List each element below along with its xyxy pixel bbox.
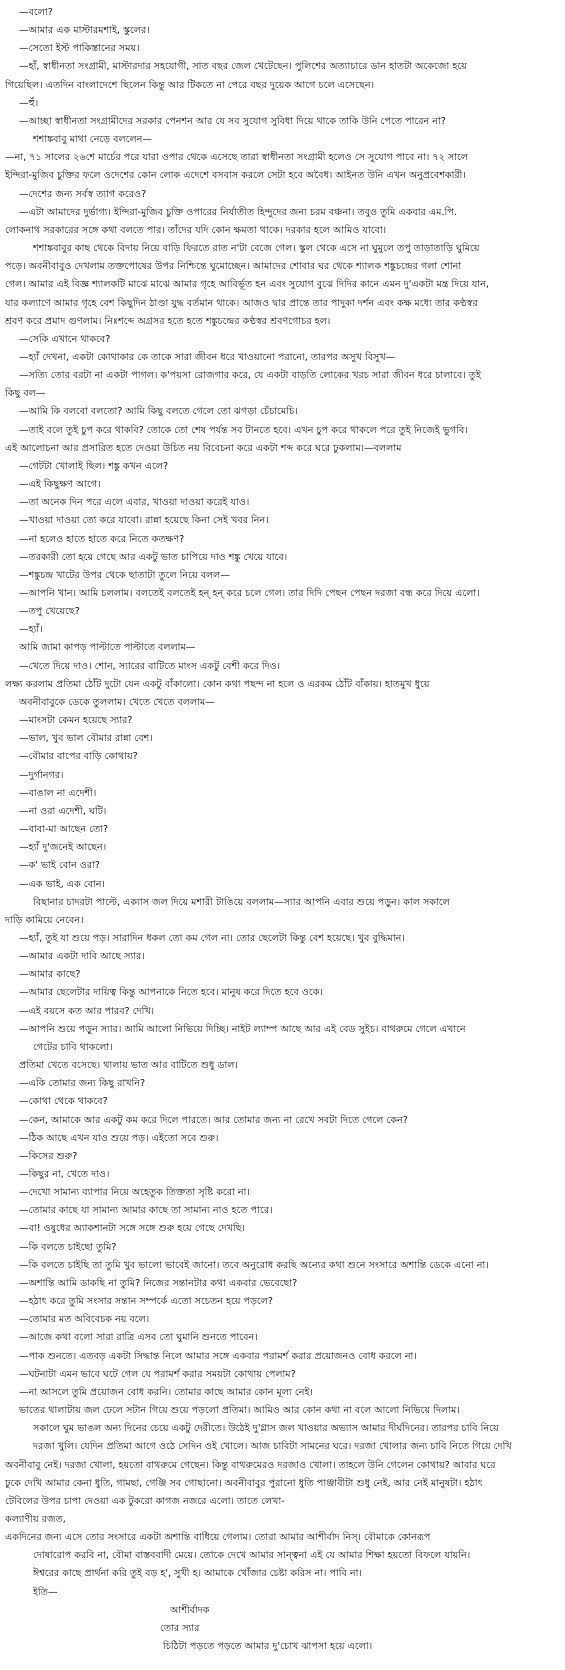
text-line: —আমার একটা দাবি আছে স্যার। [19, 951, 145, 963]
text-line: —আপনি খান। আমি চললাম। বলতেই বলতেই হন্ হন্ করে চলে গেল। তার দিদি পেছন পেছন দরজা বন্ধ করে দিয়ে এলো। [19, 588, 480, 599]
text-line: —কি বলতে চাইছো তুমি? [19, 1241, 117, 1253]
text-line: অবনীবাবুকে ডেকে তুললাম। খেতে খেতে বললাম— [19, 696, 215, 708]
text-line: সকালে ঘুম ভাঙল অন্য দিনের চেয়ে একটু দেরীতে। উঠেই দু'গ্লাস জল খাওয়ার অভ্যাস আমার দীর্ঘদিনের। তারপর চাবি নিয়ে [33, 1423, 499, 1435]
text-line: —বলো? [19, 7, 53, 18]
text-line: —এই কিছুক্ষণ আগে। [19, 479, 101, 491]
text-line: —খাওয়া দাওয়া তো করে যাবো। রান্না হয়েছে কিনা সেই খবর নিন। [19, 515, 269, 527]
text-line: —হঠাৎ করে তুমি সংসার সন্তান সম্পর্কে এতো সচেতন হয়ে পড়লে? [19, 1296, 274, 1308]
text-line: শশাঙ্কবাবু মাথা নেড়ে বললেন— [33, 134, 152, 146]
text-line: —দেখো সামান্য ব্যাপার নিয়ে অহেতুক তিক্ততা সৃষ্টি করো না। [19, 1187, 250, 1199]
text-line: দরজা খুলি। যেদিন প্রতিমা আগে ওঠে সেদিন ওই খোলে। আজ চাবিটা সামনের ঘরে। দরজা খোলার জন্য চাবি নিতে গিয়ে দেখি [33, 1441, 512, 1453]
text-line: কল্যাণীয় রজত, [5, 1513, 66, 1525]
text-line: ঈশ্বরের কাছে প্রার্থনা করি তুই বড় হ', সুখী হ। আমাকে খোঁজার চেষ্টা করিস না। পাবি না। [33, 1568, 362, 1580]
text-line: —আচ্ছা স্বাধীনতা সংগ্রামীদের সরকার পেনশন আর যে সব সুযোগ সুবিধা দিয়ে থাকে তাকি উনি পেতে পারেন না? [19, 115, 446, 127]
text-line: লোকনাথ সরকারের সঙ্গে কথা বলতে পার। তাঁদের যদি কোন ক্ষমতা থাকে। দরকার হলে আমিও যাবো। [5, 224, 387, 236]
text-line: ভাতের থালাটায় জল ঢেলে সটান গিয়ে শুয়ে পড়লো প্রতিমা। আমিও আর কোন কথা না বলে আলো নিভিয়ে দিলাম। [19, 1405, 460, 1417]
text-line: দাড়ি কামিয়ে নেবেন। [5, 914, 84, 926]
text-line: —শঙ্কুচন্দ্র খাটের উপর থেকে ছাতাটা তুলে নিয়ে বলল— [19, 569, 230, 581]
text-line: ইন্দিরা-মুজিব চুক্তির ফলে ওদেশের কোন লোক এদেশে বসবাস করলে সেটা হবে অবৈধ। আইনত উনি এখন অনুপ্রবেশকারী। [5, 170, 466, 182]
text-line: —তপু খেয়েছে? [19, 606, 80, 618]
text-line: —কেন, আমাকে আর একটু কম করে দিলে পারতে। আর তোমার জন্য না রেখে সবটা দিতে গেলে কেন? [19, 1114, 408, 1126]
text-line: —বাঙাল না এদেশী। [19, 787, 97, 799]
text-line: —সেকি এখানে থাকবে? [19, 333, 111, 345]
text-line: তোর স্যার [160, 1622, 200, 1634]
text-line: —ভাল, খুব ভাল বৌমার রান্না বেশ। [19, 733, 153, 745]
text-line: শ্রবণ করে প্রমাদ গুণলাম। নিঃশব্দে অগ্রসর হতে হতে শঙ্কুচন্দ্রের কণ্ঠস্বর শ্রবণগোচর হল। [5, 315, 331, 327]
text-line: —মাংসটা কেমন হয়েছে স্যার? [19, 715, 133, 727]
text-line: —আমার এক মাস্টারমশাই, স্কুলের। [19, 25, 150, 37]
text-line: —না, ৭১ সালের ২৬শে মার্চের পরে যারা ওপার থেকে এসেছে তারা স্বাধীনতা সংগ্রামী হলেও সে সুযোগ পাবে না। ৭২ সালে [5, 152, 469, 164]
text-line: —দেশের জন্য সর্বস্ব ত্যাগ করেও? [19, 188, 147, 200]
text-line: —তোমার কাছে যা সামান্য আমার কাছে তা সামান্য নাও হতে পারে। [19, 1205, 273, 1217]
text-line: —এটা আমাদের দুর্ভাগ্য। ইন্দিরা-মুজিব চুক্তি ওপারের নির্যাতীত হিন্দুদের জন্য চরম বঞ্চনা। তবুও তুমি একবার এম.পি. [19, 206, 457, 218]
text-line: —হ্যাঁ, তুই যা শুয়ে পড়। সারাদিন ধকল তো কম গেল না। তোর ছেলেটা কিন্তু বেশ হয়েছে। খুব বুদ্ধিমান। [19, 932, 405, 944]
text-line: —আপনি শুয়ে পড়ুন স্যার। আমি আলো নিভিয়ে দিচ্ছি। নাইট ল্যাম্প আছে আর এই বেড সুইচ। বাথরুমে গেলে এখানে [19, 1023, 466, 1035]
text-line: বিছানার চাদরটা পাল্টে, এক্যাস জল দিয়ে মশারী টাঙিয়ে বললাম—স্যার আপনি এবার শুয়ে পড়ুন। কাল সকালে [33, 896, 450, 908]
text-line: এই আলোচনা আর প্রসারিত হতে দেওয়া উচিত নয় বিবেচনা করে একটা শব্দ করে ঘরে ঢুকলাম।—বললাম [5, 442, 402, 454]
text-line: —খেতে দিয়ে দাও। শোন, স্যারের বাটিতে মাংস একটু বেশী করে দিও। [19, 660, 281, 672]
text-line: একদিনের জন্য এসে তোর সংসারে একটা অশান্তি বাধিয়ে গেলাম। তোরা আমার আশীর্বাদ নিস্। বৌমাকে কোনরূপ [5, 1532, 431, 1544]
text-line: —আমি কি বলবো বলতো? আমি কিছু বলতে গেলে তো ঝগড়া চেঁচামেচি। [19, 406, 298, 418]
text-line: —একি তোমার জন্য কিছু রাখনি? [19, 1078, 146, 1090]
text-line: —তা অনেক দিন পরে এলে এবার, খাওয়া দাওয়া করেই যাও। [19, 497, 250, 509]
text-line: —কিসের শুরু? [19, 1150, 78, 1162]
text-line: —অশান্তি আমি ডাকছি না তুমি? নিজের সন্তানটার কথা একবার ভেবেছো? [19, 1277, 298, 1289]
text-line: গেল। আমার এই বিজ্ঞ শ্যালকটি মাঝে মাঝে আমার গৃহে আবির্ভূত হন এবং সুযোগ বুঝে দিদির কানে এমন দু'একটা মন্ত্র দিয়ে যান, [5, 279, 489, 291]
text-line: —আজে কথা বলো সারা রাত্রি এসব তো ঘুমানি শুনতে পাবেন। [19, 1332, 258, 1344]
text-line: —কিছুর না, খেতে দাও। [19, 1169, 110, 1180]
text-line: —এই বয়সে কত আর পারব? দেখি। [19, 1005, 155, 1017]
text-line: —কি বলতে চাইছি তা তুমি খুব ভালো ভাবেই জানো। তবে অনুরোধ করছি অন্যের কথা শুনে সংসারে অশান্তি ডেকে এনো না। [19, 1259, 489, 1271]
text-line: —ঘটনাটা এমন ভাবে ঘটে গেল যে পরামর্শ করার সময়টা কোথায় পেলাম? [19, 1368, 296, 1380]
text-line: —বাবা-মা আছেন তো? [19, 824, 109, 836]
text-line: —তোমার মত অবিবেচক নয় বলে। [19, 1314, 150, 1326]
text-line: লক্ষ্য করলাম প্রতিমা ঠোঁট দুটো যেন একটু বাঁকালো। কোন কথা পছন্দ না হলে ও এরকম ঠোঁট বাঁকায়। হাতমুখ ধুয়ে [5, 678, 430, 690]
text-line: যার কল্যাণে আমার গৃহে বেশ কিছুদিন ঠাণ্ডা যুদ্ধ বর্তমান থাকে। আজও দ্বার প্রান্তে তার পাদুকা দর্শন এবং কক্ষ মধ্যে তার কণ্ঠস্বর [5, 297, 478, 309]
text-line: দোষারোপ করবি না, বৌমা বাস্তববাদী মেয়ে। তোকে দেখে আমার সান্ত্বনা এই যে আমার শিক্ষা হয়তো বিফলে যায়নি। [33, 1550, 471, 1562]
text-line: —না আসলে তুমি প্রয়োজন বোধ করনি। তোমার কাছে আমার কোন মূল্য নেই। [19, 1386, 313, 1398]
text-line: —তাই বলে তুই চুপ করে থাকবি? তোকে তো শেষ পর্যন্ত সব টানতে হবে। এখন চুপ করে থাকলে পরে তুই নিজেই ভুগবি। [19, 424, 468, 436]
text-line: —গেটটা খোলাই ছিল। শঙ্কু কখন এলে? [19, 460, 169, 472]
text-line: শশাঙ্কবাবুর কাছ থেকে বিদায় নিয়ে বাড়ি ফিরতে রাত ন'টা বেজে গেল। স্কুল থেকে এসে না ঘুমুলে তপু তাড়াতাড়ি ঘুমিয়ে [33, 243, 480, 255]
text-line: —হ্যাঁ। [19, 624, 43, 636]
text-line: —হ্যাঁ দু'জনেই আছেন। [19, 842, 107, 854]
text-line: ঢুকে দেখি আমার কেনা ধুতি, গামছা, গেঞ্জি সব গোছানো। অবনীবাবুর পুরানো ধুতি পাঞ্জাবীটা শুধু নেই, আর নেই মানুষটা। হঠাৎ [5, 1477, 483, 1489]
text-line: কিছু বল— [5, 388, 46, 400]
text-line: —আমার ছেলেটার দায়িত্ব কিন্তু আপনাকে নিতে হবে। মানুষ করে দিতে হবে ওকে। [19, 987, 323, 999]
text-line: —হুঁ। [19, 97, 39, 109]
text-line: অবনীবাবু নেই। দরজা খোলা, হয়তো বাথরুমে গেছেন। কিন্তু বাথরুমেরও দরজাও খোলা। তাহলে উনি গেলেন কোথায়? আবার ঘরে [5, 1459, 496, 1471]
text-line: আশীর্বাদক [170, 1604, 210, 1616]
text-line: —তরকারী তো হয়ে গেছে আর একটু ভাত চাপিয়ে দাও শঙ্কু খেয়ে যাবে। [19, 551, 288, 563]
text-line: —না ওরা এদেশী, ঘটি। [19, 805, 107, 817]
text-line: প্রতিমা খেতে বসেছে। থালায় ভাত আর বাটিতে শুধু ডাল। [19, 1060, 238, 1072]
text-line: চিঠিটা পড়তে পড়তে আমার দু'চোখ ঝাপসা হয়ে এলো। [163, 1641, 373, 1653]
text-line: আমি জামা কাপড় পাল্টাতে পাল্টাতে বললাম— [19, 642, 196, 654]
text-line: —বা! ওষুধের অ্যাকশানটা সঙ্গে সঙ্গে শুরু হয়ে গেছে দেখছি। [19, 1223, 245, 1235]
text-line: —আমার কাছে? [19, 969, 81, 981]
text-line: —পাক শুনতে। এতবড় একটা সিদ্ধান্ত নিলে আমার সঙ্গে একবার পরামর্শ করার প্রয়োজনও বোধ করলে না। [19, 1350, 417, 1362]
text-line: —বৌমার বাপের বাড়ি কোথায়? [19, 751, 138, 763]
text-line: গিয়েছিল। এতদিন বাংলাদেশে ছিলেন কিন্তু আর টিকতে না পেরে বছর দুয়েক আগে চলে এসেছেন। [5, 79, 375, 91]
text-line: টেবিলের উপর চাপা দেওয়া এক টুকরো কাগজ নজরে এলো। তাতে লেখা- [5, 1495, 285, 1507]
text-line: —ক' ভাই বোন ওরা? [19, 860, 100, 872]
text-line: —কোথা থেকে থাকবে? [19, 1096, 108, 1108]
text-line: —না হলেও হাতে হাতে করে নিতে কতক্ষণ? [19, 533, 185, 545]
text-line: —হ্যাঁ দেখনা, একটা কোথাকার কে তাকে সারা জীবন ধরে খাওয়ানো পরানো, তারপর অসুখ বিসুখ— [19, 351, 396, 363]
text-line: —এক ভাই, এক বোন। [19, 878, 105, 890]
text-line: —ঠিক আছে এখন যাও শুয়ে পড়। এইতো সবে শুরু। [19, 1132, 219, 1144]
text-line: —সত্যি তোর বরটা না একটা পাগল। ক'পয়সা রোজগার করে, যে একটা বাড়তি লোকের খরচ সারা জীবন ধরে চালাবে। তুই [19, 370, 481, 382]
text-line: পড়ে। অবনীবাবুও দেখলাম তক্তপোষের উপর নিশ্চিন্তে ঘুমোচ্ছেন। আমাদের শোবার ঘর থেকে শ্যালক শঙ্কুচন্দ্রের গলা শোনা [5, 261, 462, 273]
text-line: গেটের চাবি থাকলো। [33, 1041, 113, 1053]
text-line: —হাঁ, স্বাধীনতা সংগ্রামী, মাস্টারদার সহযোগী, সাত বছর জেল খেটেছেন। পুলিশের অত্যাচারে ডান হাতটা অকেজো হয়ে [19, 61, 467, 73]
text-line: —দুর্গানগর। [19, 769, 64, 781]
text-line: —সেতো ইস্ট পাকিস্তানের সময়। [19, 43, 140, 55]
text-line: ইতি— [33, 1586, 58, 1598]
